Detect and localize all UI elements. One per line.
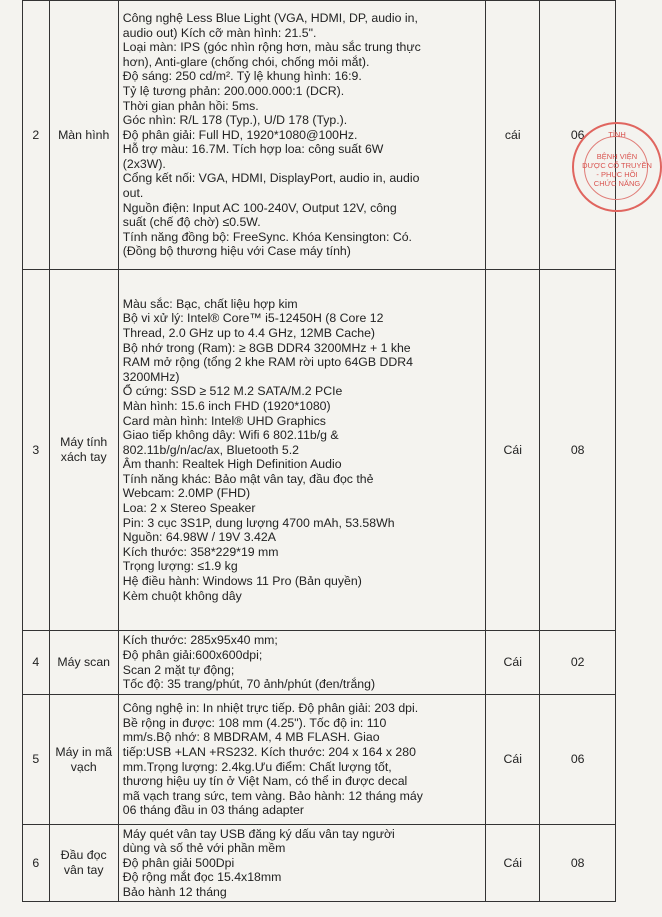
item-name: Máy in mã vạch [49,695,118,825]
spec-line: Tỷ lệ tương phản: 200.000.000:1 (DCR). [122,83,345,98]
spec-line: mm/s.Bộ nhớ: 8 MBDRAM, 4 MB FLASH. Giao [122,730,380,745]
spec-line: Màn hình: 15.6 inch FHD (1920*1080) [122,398,331,413]
spec-line: dùng và số thẻ với phần mềm [122,841,286,856]
item-name: Máy tính xách tay [49,270,118,631]
item-specification [118,631,485,695]
spec-line: Độ phân giải 500Dpi [122,855,235,870]
spec-line: 3200MHz) [122,369,180,384]
stamp-line: DƯỢC CỔ TRUYỀN [582,161,652,170]
spec-line: Nguồn điện: Input AC 100-240V, Output 12V, công [122,200,397,215]
spec-line: Hỗ trợ màu: 16.7M. Tích hợp loa: công suất 6W [122,142,384,157]
spec-line: Bảo hành 12 tháng [122,884,227,899]
spec-line: 802.11b/g/n/ac/ax, Bluetooth 5.2 [122,442,299,457]
spec-line: Tính năng khác: Bảo mật vân tay, đầu đọc thẻ [122,471,374,486]
item-quantity: 06 [540,1,616,270]
row-number: 6 [23,825,50,902]
spec-line: mm.Trọng lượng: 2.4kg.Ưu điểm: Chất lượng tốt, [122,759,392,774]
spec-line: Trọng lượng: ≤1.9 kg [122,559,238,574]
spec-line: Thời gian phản hồi: 5ms. [122,98,259,113]
spec-line: Âm thanh: Realtek High Definition Audio [122,457,342,472]
spec-line: Màu sắc: Bạc, chất liệu hợp kim [122,296,298,311]
spec-line: Máy quét vân tay USB đăng ký dấu vân tay người [122,826,395,841]
spec-line: Bộ vi xử lý: Intel® Core™ i5-12450H (8 Core 12 [122,311,384,326]
spec-line: Độ sáng: 250 cd/m². Tỷ lệ khung hình: 16:9. [122,69,362,84]
spec-line: Pin: 3 cục 3S1P, dung lượng 4700 mAh, 53.58Wh [122,515,395,530]
spec-line: out. [122,186,144,201]
spec-line: Bộ nhớ trong (Ram): ≥ 8GB DDR4 3200MHz + 1 khe [122,340,411,355]
item-quantity: 08 [540,270,616,631]
item-quantity: 06 [540,695,616,825]
spec-line: Kích thước: 358*229*19 mm [122,544,279,559]
table-body [23,1,616,902]
row-number: 2 [23,1,50,270]
spec-line: Công nghệ in: In nhiệt trực tiếp. Độ phân giải: 203 dpi. [122,701,419,716]
spec-line: Bề rộng in được: 108 mm (4.25"). Tốc độ in: 110 [122,715,387,730]
spec-line: thương hiệu uy tín ở Việt Nam, có thể in được decal [122,774,408,789]
spec-line: 06 tháng đầu in 03 tháng adapter [122,803,304,818]
spec-line: Card màn hình: Intel® UHD Graphics [122,413,326,428]
item-name: Máy scan [49,631,118,695]
spec-line: RAM mở rộng (tổng 2 khe RAM rời upto 64GB DDR4 [122,355,413,370]
spec-line: Tính năng đồng bộ: FreeSync. Khóa Kensington: Có. [122,229,412,244]
stamp-line: BỆNH VIỆN [596,152,638,161]
spec-line: Cổng kết nối: VGA, HDMI, DisplayPort, audio in, audio [122,171,420,186]
item-specification [118,270,485,631]
item-quantity: 02 [540,631,616,695]
stamp-top-text: TỈNH [608,130,626,139]
item-specification [118,695,485,825]
spec-line: Thread, 2.0 GHz up to 4.4 GHz, 12MB Cache) [122,325,375,340]
stamp-line: - PHỤC HỒI [596,170,638,179]
item-name: Đầu đọc vân tay [49,825,118,902]
spec-line: Webcam: 2.0MP (FHD) [122,486,251,501]
spec-line: Giao tiếp không dây: Wifi 6 802.11b/g & [122,428,339,443]
spec-line: mã vạch trang sức, tem vàng. Bảo hành: 12 tháng máy [122,788,423,803]
spec-line: Scan 2 mặt tự động; [122,662,235,677]
spec-line: Độ phân giải:600x600dpi; [122,647,263,662]
spec-line: Tốc độ: 35 trang/phút, 70 ảnh/phút (đen/trắng) [122,677,376,692]
table-row [23,270,616,631]
spec-line: Nguồn: 64.98W / 19V 3.42A [122,530,276,545]
spec-line: (Đồng bộ thương hiệu với Case máy tính) [122,244,351,259]
item-unit: Cái [486,695,540,825]
spec-line: Độ phân giải: Full HD, 1920*1080@100Hz. [122,127,358,142]
stamp-line: CHỨC NĂNG [593,179,641,188]
spec-line: suất (chế độ chờ) ≤0.5W. [122,215,261,230]
item-unit: Cái [486,825,540,902]
spec-line: Kích thước: 285x95x40 mm; [122,633,278,648]
spec-line: Ổ cứng: SSD ≥ 512 M.2 SATA/M.2 PCIe [122,384,343,399]
table-row [23,695,616,825]
spec-line: Góc nhìn: R/L 178 (Typ.), U/D 178 (Typ.). [122,113,348,128]
item-name: Màn hình [49,1,118,270]
spec-line: (2x3W). [122,156,166,171]
spec-line: Loại màn: IPS (góc nhìn rộng hơn, màu sắc trung thực [122,40,421,55]
spec-line: Loa: 2 x Stereo Speaker [122,501,256,516]
item-quantity: 08 [540,825,616,902]
spec-line: Hệ điều hành: Windows 11 Pro (Bản quyền) [122,574,362,589]
item-unit: cái [486,1,540,270]
spec-line: Công nghệ Less Blue Light (VGA, HDMI, DP, audio in, [122,10,418,25]
row-number: 5 [23,695,50,825]
spec-line: hơn), Anti-glare (chống chói, chống mỏi mắt). [122,54,370,69]
item-specification [118,825,485,902]
item-specification [118,1,485,270]
spec-line: tiếp:USB +LAN +RS232. Kích thước: 204 x 164 x 280 [122,744,416,759]
table-row [23,825,616,902]
table-row [23,1,616,270]
spec-line: audio out) Kích cỡ màn hình: 21.5". [122,25,317,40]
spec-line: Độ rộng mắt đọc 15.4x18mm [122,870,282,885]
equipment-spec-table [22,0,616,902]
spec-line: Kèm chuột không dây [122,588,242,603]
row-number: 3 [23,270,50,631]
table-row [23,631,616,695]
row-number: 4 [23,631,50,695]
red-seal-stamp [572,122,662,212]
item-unit: Cái [486,270,540,631]
item-unit: Cái [486,631,540,695]
